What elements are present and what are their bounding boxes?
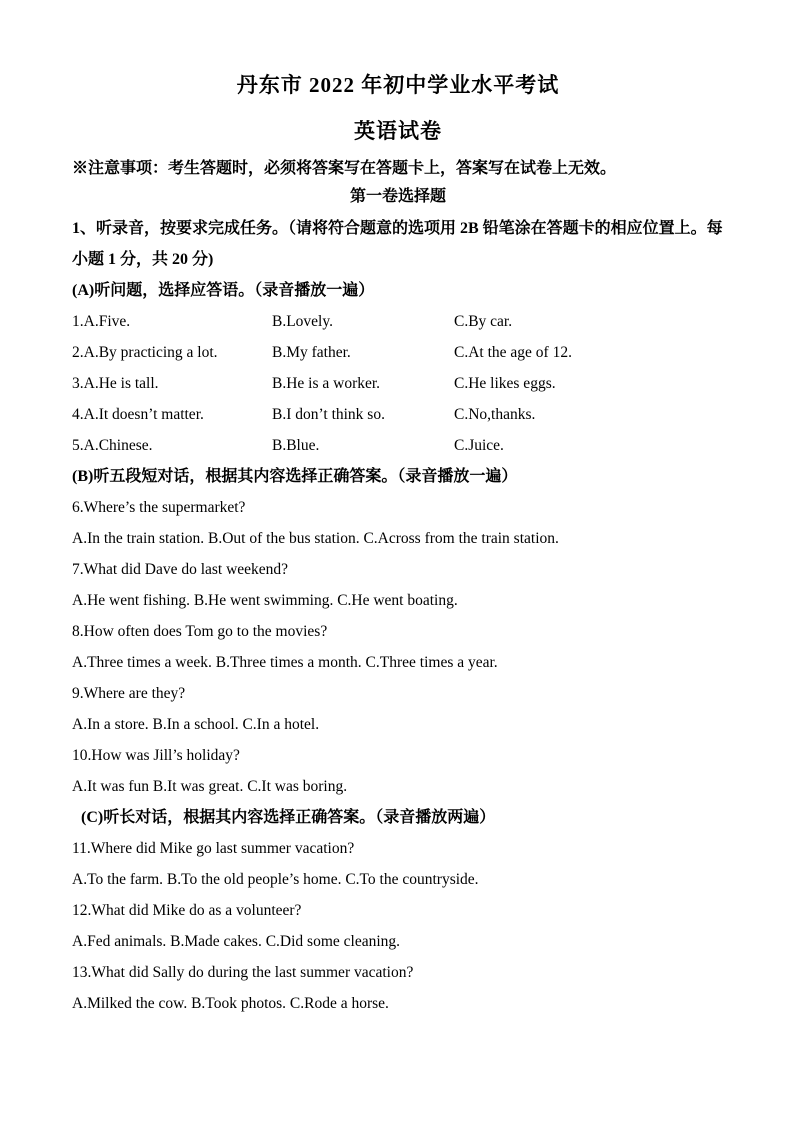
q5-option-c: C.Juice. bbox=[454, 437, 504, 454]
question-7: 7.What did Dave do last weekend? bbox=[72, 561, 289, 578]
notice-text: ※注意事项：考生答题时，必须将答案写在答题卡上，答案写在试卷上无效。 bbox=[72, 160, 617, 177]
q5-option-a: 5.A.Chinese. bbox=[72, 437, 153, 454]
question-12: 12.What did Mike do as a volunteer? bbox=[72, 902, 302, 919]
q2-option-a: 2.A.By practicing a lot. bbox=[72, 344, 218, 361]
part-b-questions bbox=[72, 492, 724, 802]
answers-9: A.In a store. B.In a school. C.In a hotel. bbox=[72, 716, 320, 733]
answers-11: A.To the farm. B.To the old people’s home. C.To the countryside. bbox=[72, 871, 479, 888]
listening-instruction bbox=[72, 213, 724, 275]
question-10: 10.How was Jill’s holiday? bbox=[72, 747, 240, 764]
q4-option-b: B.I don’t think so. bbox=[272, 406, 385, 423]
part-c-questions bbox=[72, 833, 724, 1019]
part-b-heading: (B)听五段短对话，根据其内容选择正确答案。（录音播放一遍） bbox=[72, 468, 518, 485]
answers-13: A.Milked the cow. B.Took photos. C.Rode a horse. bbox=[72, 995, 389, 1012]
answers-7: A.He went fishing. B.He went swimming. C.He went boating. bbox=[72, 592, 458, 609]
q1-option-c: C.By car. bbox=[454, 313, 513, 330]
answers-8: A.Three times a week. B.Three times a month. C.Three times a year. bbox=[72, 654, 498, 671]
question-11: 11.Where did Mike go last summer vacation? bbox=[72, 840, 355, 857]
question-9: 9.Where are they? bbox=[72, 685, 186, 702]
question-13: 13.What did Sally do during the last summer vacation? bbox=[72, 964, 414, 981]
q5-option-b: B.Blue. bbox=[272, 437, 320, 454]
q4-option-c: C.No,thanks. bbox=[454, 406, 536, 423]
q4-option-a: 4.A.It doesn’t matter. bbox=[72, 406, 204, 423]
q3-option-a: 3.A.He is tall. bbox=[72, 375, 159, 392]
part-a-heading: (A)听问题，选择应答语。（录音播放一遍） bbox=[72, 282, 375, 299]
q1-option-b: B.Lovely. bbox=[272, 313, 333, 330]
part-a-question-table bbox=[72, 306, 724, 461]
q3-option-c: C.He likes eggs. bbox=[454, 375, 556, 392]
part-c-heading: (C)听长对话，根据其内容选择正确答案。（录音播放两遍） bbox=[81, 809, 496, 826]
answers-12: A.Fed animals. B.Made cakes. C.Did some cleaning. bbox=[72, 933, 401, 950]
q2-option-c: C.At the age of 12. bbox=[454, 344, 572, 361]
q1-option-a: 1.A.Five. bbox=[72, 313, 131, 330]
answers-6: A.In the train station. B.Out of the bus station. C.Across from the train station. bbox=[72, 530, 559, 547]
question-6: 6.Where’s the supermarket? bbox=[72, 499, 246, 516]
instruction-line-1: 1、听录音，按要求完成任务。（请将符合题意的选项用 2B 铅笔涂在答题卡的相应位置上。每 bbox=[72, 220, 723, 237]
exam-title: 丹东市 2022 年初中学业水平考试 bbox=[236, 73, 560, 97]
instruction-line-2: 小题 1 分，共 20 分) bbox=[72, 251, 214, 268]
section-header: 第一卷选择题 bbox=[349, 188, 446, 205]
exam-subtitle: 英语试卷 bbox=[354, 119, 442, 143]
q2-option-b: B.My father. bbox=[272, 344, 351, 361]
answers-10: A.It was fun B.It was great. C.It was boring. bbox=[72, 778, 348, 795]
q3-option-b: B.He is a worker. bbox=[272, 375, 381, 392]
question-8: 8.How often does Tom go to the movies? bbox=[72, 623, 328, 640]
